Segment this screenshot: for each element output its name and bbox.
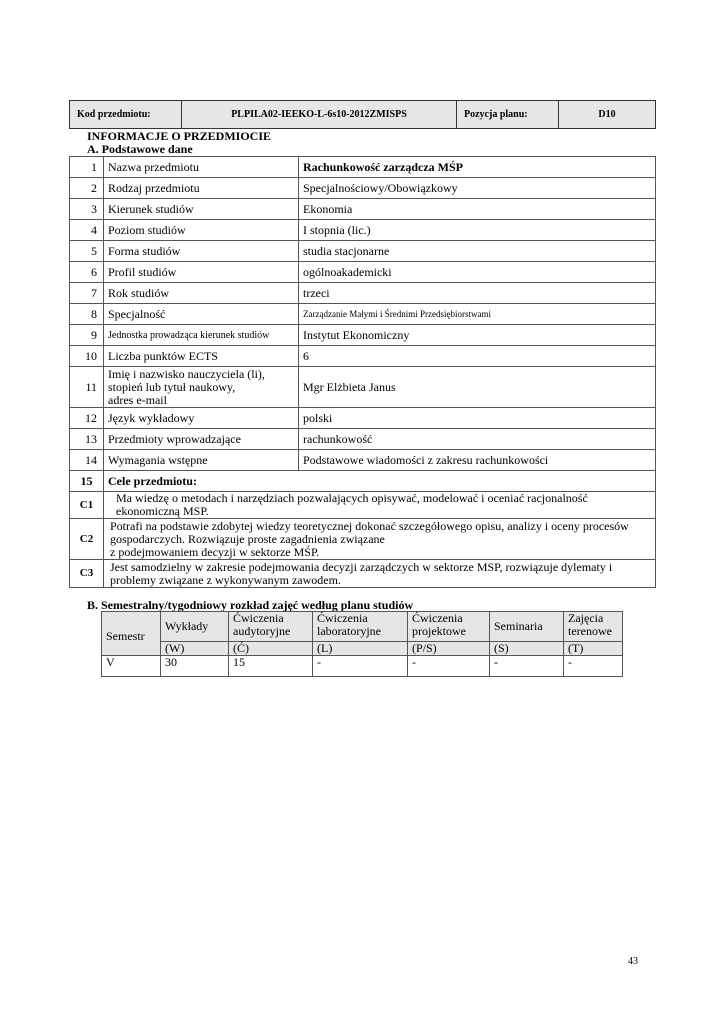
goal-line: z podejmowaniem decyzji w sektorze MŚP.	[110, 544, 320, 559]
column-header-line: Ćwiczenia	[233, 611, 284, 625]
column-header-line: laboratoryjne	[317, 624, 381, 638]
goal-line: problemy związane z wykonywanym zawodem.	[110, 572, 341, 587]
row-number: 8	[70, 304, 104, 325]
row-number: 12	[70, 408, 104, 429]
row-label: Profil studiów	[104, 262, 299, 283]
goal-text	[104, 492, 656, 519]
goal-line: ekonomiczną MSP.	[116, 504, 209, 518]
table-row	[70, 262, 656, 283]
row-label: Jednostka prowadząca kierunek studiów	[104, 325, 299, 346]
page-number: 43	[628, 956, 638, 967]
row-value: Instytut Ekonomiczny	[299, 325, 656, 346]
section-b-title: B. Semestralny/tygodniowy rozkład zajęć według planu studiów	[87, 598, 414, 612]
row-number: 10	[70, 346, 104, 367]
table-row	[70, 157, 656, 178]
plan-position-label: Pozycja planu:	[457, 101, 559, 129]
hours-value: -	[313, 656, 408, 677]
row-number: 7	[70, 283, 104, 304]
goal-row	[70, 519, 656, 560]
row-value: Zarządzanie Małymi i Średnimi Przedsiębiorstwami	[299, 304, 656, 325]
section-a-title: A. Podstawowe dane	[87, 142, 193, 156]
table-row	[70, 283, 656, 304]
row-label: Liczba punktów ECTS	[104, 346, 299, 367]
row-value: 6	[299, 346, 656, 367]
table-row	[70, 450, 656, 471]
row-value: polski	[299, 408, 656, 429]
schedule-table	[101, 611, 623, 677]
goal-row	[70, 492, 656, 519]
row-number: 4	[70, 220, 104, 241]
course-code-label: Kod przedmiotu:	[70, 101, 182, 129]
row-value: studia stacjonarne	[299, 241, 656, 262]
row-number: 5	[70, 241, 104, 262]
column-header: Wykłady	[161, 612, 229, 642]
column-header	[313, 612, 408, 642]
row-number: 2	[70, 178, 104, 199]
plan-position-value: D10	[559, 101, 656, 129]
row-value: Specjalnościowy/Obowiązkowy	[299, 178, 656, 199]
hours-value: -	[408, 656, 490, 677]
schedule-header-row	[102, 612, 623, 642]
table-row	[70, 241, 656, 262]
row-label: Wymagania wstępne	[104, 450, 299, 471]
column-header-line: terenowe	[568, 624, 612, 638]
row-number: 11	[70, 367, 104, 408]
column-code: (Ć)	[229, 642, 313, 656]
schedule-data-row	[102, 656, 623, 677]
goal-id: C3	[70, 560, 104, 588]
row-label	[104, 367, 299, 408]
column-header-line: Zajęcia	[568, 611, 604, 625]
goal-id: C2	[70, 519, 104, 560]
row-value: Podstawowe wiadomości z zakresu rachunkowości	[299, 450, 656, 471]
row-number: 13	[70, 429, 104, 450]
table-row	[70, 325, 656, 346]
label-line: stopień lub tytuł naukowy,	[108, 379, 236, 394]
row-number: 9	[70, 325, 104, 346]
row-number: 3	[70, 199, 104, 220]
row-value: rachunkowość	[299, 429, 656, 450]
column-header-line: projektowe	[412, 624, 466, 638]
semester-header: Semestr	[102, 612, 161, 656]
column-header-line: Ćwiczenia	[317, 611, 368, 625]
column-header-line: Ćwiczenia	[412, 611, 463, 625]
column-code: (P/S)	[408, 642, 490, 656]
table-row	[70, 220, 656, 241]
row-label: Przedmioty wprowadzające	[104, 429, 299, 450]
goal-line: Jest samodzielny w zakresie podejmowania decyzji zarządczych w sektorze MSP, rozwiązuje dylematy i	[110, 559, 613, 574]
column-header	[564, 612, 623, 642]
table-row	[70, 199, 656, 220]
goal-line: Potrafi na podstawie zdobytej wiedzy teoretycznej dokonać szczegółowego opisu, analizy i oceny procesów	[110, 518, 629, 533]
row-value: I stopnia (lic.)	[299, 220, 656, 241]
row-value: trzeci	[299, 283, 656, 304]
hours-value: 15	[229, 656, 313, 677]
table-row	[70, 367, 656, 408]
goal-text	[104, 519, 656, 560]
table-row	[70, 429, 656, 450]
info-title: INFORMACJE O PRZEDMIOCIE	[87, 129, 272, 143]
column-header-line: audytoryjne	[233, 624, 291, 638]
column-code: (L)	[313, 642, 408, 656]
table-row	[70, 304, 656, 325]
row-label: Forma studiów	[104, 241, 299, 262]
hours-value: 30	[161, 656, 229, 677]
goals-header-label: Cele przedmiotu:	[104, 471, 656, 492]
hours-value: -	[564, 656, 623, 677]
row-label: Nazwa przedmiotu	[104, 157, 299, 178]
row-number: 6	[70, 262, 104, 283]
label-line: Imię i nazwisko nauczyciela (li),	[108, 366, 265, 381]
semester-value: V	[102, 656, 161, 677]
column-header	[229, 612, 313, 642]
goal-text	[104, 560, 656, 588]
row-label: Rodzaj przedmiotu	[104, 178, 299, 199]
table-row	[70, 178, 656, 199]
hours-value: -	[490, 656, 564, 677]
row-number: 14	[70, 450, 104, 471]
label-line: adres e-mail	[108, 392, 167, 407]
column-header	[408, 612, 490, 642]
course-code-header	[69, 100, 656, 129]
course-code-value: PLPILA02-IEEKO-L-6s10-2012ZMISPS	[182, 101, 457, 129]
row-label: Język wykładowy	[104, 408, 299, 429]
column-code: (T)	[564, 642, 623, 656]
row-label: Kierunek studiów	[104, 199, 299, 220]
column-code: (W)	[161, 642, 229, 656]
course-name-value: Rachunkowość zarządcza MŚP	[299, 157, 656, 178]
column-code: (S)	[490, 642, 564, 656]
row-label: Poziom studiów	[104, 220, 299, 241]
goal-row	[70, 560, 656, 588]
table-row	[70, 408, 656, 429]
row-value: ogólnoakademicki	[299, 262, 656, 283]
schedule-code-row	[102, 642, 623, 656]
basic-data-table	[69, 156, 656, 588]
row-value: Mgr Elżbieta Janus	[299, 367, 656, 408]
row-number: 15	[70, 471, 104, 492]
table-row	[70, 346, 656, 367]
goal-line: Ma wiedzę o metodach i narzędziach pozwalających opisywać, modelować i oceniać racjonalność	[116, 491, 588, 505]
row-label: Rok studiów	[104, 283, 299, 304]
row-label: Specjalność	[104, 304, 299, 325]
goals-header-row	[70, 471, 656, 492]
goal-id: C1	[70, 492, 104, 519]
goal-line: gospodarczych. Rozwiązuje proste zagadnienia związane	[110, 531, 385, 546]
column-header: Seminaria	[490, 612, 564, 642]
row-number: 1	[70, 157, 104, 178]
row-value: Ekonomia	[299, 199, 656, 220]
